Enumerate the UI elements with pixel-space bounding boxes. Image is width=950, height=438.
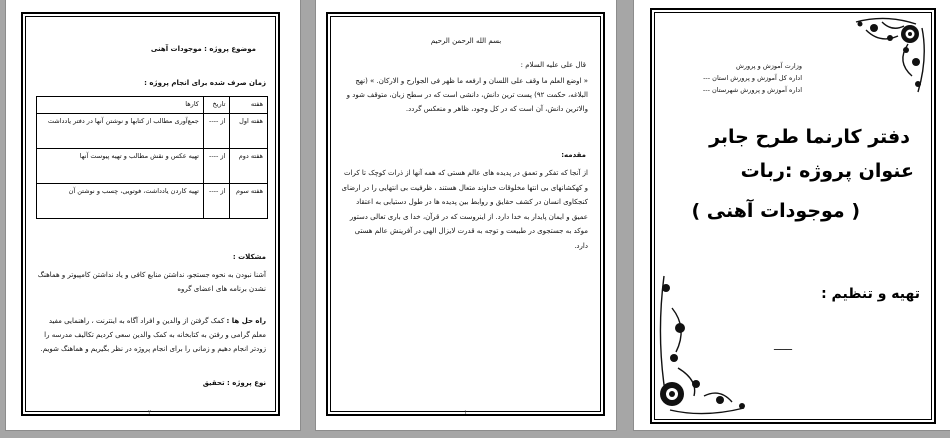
table-row <box>37 149 268 184</box>
prepared-by-blank: ___ <box>774 336 792 350</box>
table-row <box>37 114 268 149</box>
table-cell-week: هفته دوم <box>230 149 268 184</box>
table-cell-tasks: جمع‌آوری مطالب از کتابها و نوشتن آنها در دفتر یادداشت <box>37 114 204 149</box>
solutions-block <box>34 314 266 356</box>
page-left <box>6 0 300 430</box>
header-line: وزارت آموزش و پرورش <box>735 62 802 70</box>
problems-text: آشنا نبودن به نحوه جستجو، نداشتن منابع کافی و یاد نداشتن کامپیوتر و هماهنگ نشدن برنامه های اعضای گروه <box>37 271 266 293</box>
project-subject: موضوع پروژه : موجودات آهنی <box>150 45 256 53</box>
solutions-text: کمک گرفتن از والدین و افراد آگاه به اینترنت ، راهنمایی مفید معلم گرامی و رفتن به کتابخانه به کمک والدین سعی کردیم تکالیف مدرسه را زودتر انجام دهیم و زمانی را برای انجام پروژه در نظر بگیریم و هماهنگ شویم. <box>40 317 266 353</box>
table-cell-week: هفته سوم <box>230 184 268 219</box>
table-cell-date: از ---- <box>203 114 230 149</box>
table-row <box>37 184 268 219</box>
page-number: ۲ <box>148 409 152 416</box>
table-header-tasks: کارها <box>37 97 204 114</box>
table-cell-week: هفته اول <box>230 114 268 149</box>
project-subtitle: ( موجودات آهنی ) <box>691 200 860 222</box>
page-cover <box>634 0 950 430</box>
floral-corner-icon <box>846 14 928 106</box>
quote-intro: قال علی علیه السلام : <box>520 61 586 69</box>
header-line: اداره کل آموزش و پرورش استان --- <box>703 74 802 82</box>
solutions-label: راه حل ها : <box>226 317 266 325</box>
project-type: نوع پروژه : تحقیق <box>202 379 266 387</box>
table-cell-tasks: تهیه کاردن یادداشت، فوتویی، چسب و نوشتن آن <box>37 184 204 219</box>
table-cell-date: از ---- <box>203 184 230 219</box>
header-line: اداره آموزش و پرورش شهرستان --- <box>702 86 802 94</box>
intro-title: مقدمه: <box>561 151 586 159</box>
cover-title: دفتر کارنما طرح جابر <box>709 126 910 148</box>
table-cell-date: از ---- <box>203 149 230 184</box>
intro-text: از آنجا که تفکر و تعمق در پدیده های عالم هستی که همه آنها از ذرات کوچک تا کرات و کهکشانهای بی انتها مخلوقات خداوند متعال هستند ، ظرفیت بی انتهایی را در ارضای کنجکاوی انسان در کشف حقایق و روابط بین پدیده ها در طول دستیابی به اعتقاد عمیق و ایمان پایدار به خدا دارد. از اینروست که در قرآن، خدا ی باری تعالی دستور موکد به جستجوی در طبیعت و توجه به قدرت لایزال الهی در آفرینش عالم هستی دارد. <box>341 169 588 250</box>
quote-text: « اوضع العلم ما وقف علی اللسان و ارفعه ما ظهر فی الجوارح و الارکان. » (نهج البلاغه، حکمت ۹۲) پست ترین دانش، دانشی است که در سطح زبان، متوقف شود و والاترین دانش، آن است که در کل وجود، ظاهر و منعکس گردد. <box>346 77 588 113</box>
project-title: عنوان پروژه :ربات <box>740 160 914 182</box>
table-header-row <box>37 97 268 114</box>
schedule-title: زمان صرف شده برای انجام پروژه : <box>144 79 266 87</box>
problems-title: مشکلات : <box>232 253 266 261</box>
page-number: ۱ <box>464 409 468 416</box>
table-cell-tasks: تهیه عکس و نقش مطالب و تهیه پیوست آنها <box>37 149 204 184</box>
table-header-date: تاریخ <box>203 97 230 114</box>
bismillah: بسم الله الرحمن الرحیم <box>430 37 502 45</box>
page-middle <box>316 0 616 430</box>
ministry-header <box>682 60 802 96</box>
schedule-table <box>36 96 268 219</box>
prepared-by: تهیه و تنظیم : <box>821 286 920 302</box>
table-header-week: هفته <box>230 97 268 114</box>
